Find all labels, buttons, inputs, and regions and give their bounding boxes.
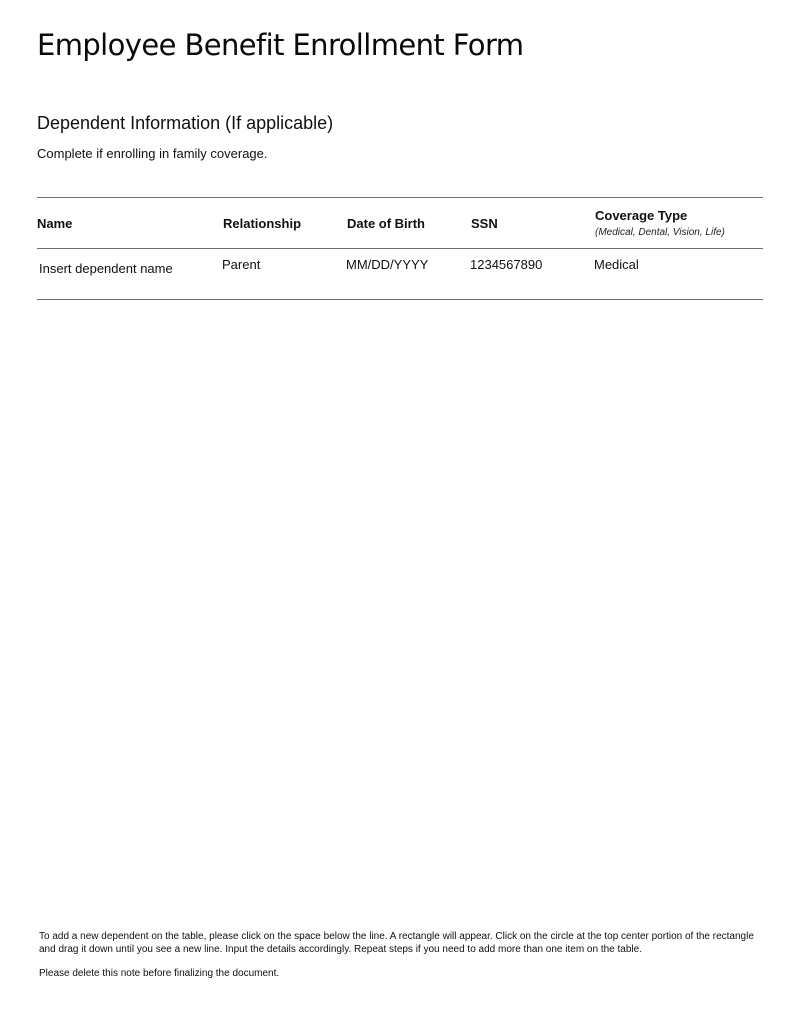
cell-name[interactable]: Insert dependent name [39, 261, 173, 276]
header-relationship: Relationship [223, 216, 302, 231]
cell-ssn[interactable]: 1234567890 [470, 257, 543, 272]
header-coverage-type-hint: (Medical, Dental, Vision, Life) [595, 227, 725, 238]
delete-note: Please delete this note before finalizing the document. [39, 968, 280, 979]
section-subtitle: Complete if enrolling in family coverage. [37, 146, 268, 161]
header-name: Name [37, 216, 73, 231]
cell-date-of-birth[interactable]: MM/DD/YYYY [346, 257, 429, 272]
header-coverage-type: Coverage Type [595, 208, 688, 223]
table-top-rule [37, 197, 763, 198]
header-date-of-birth: Date of Birth [347, 216, 425, 231]
header-ssn: SSN [471, 216, 498, 231]
cell-relationship[interactable]: Parent [222, 257, 261, 272]
table-bottom-rule [37, 299, 763, 300]
instruction-note: To add a new dependent on the table, please click on the space below the line. A rectangle will appear. Click on the circle at the top center portion of the rectangle and drag it down until you see a new line. Input the details accordingly. Repeat steps if you need to add more than one item on the table. [39, 931, 754, 955]
cell-coverage-type[interactable]: Medical [594, 257, 639, 272]
table-header-rule [37, 248, 763, 249]
section-title: Dependent Information (If applicable) [37, 113, 334, 133]
document-title: Employee Benefit Enrollment Form [37, 28, 524, 62]
